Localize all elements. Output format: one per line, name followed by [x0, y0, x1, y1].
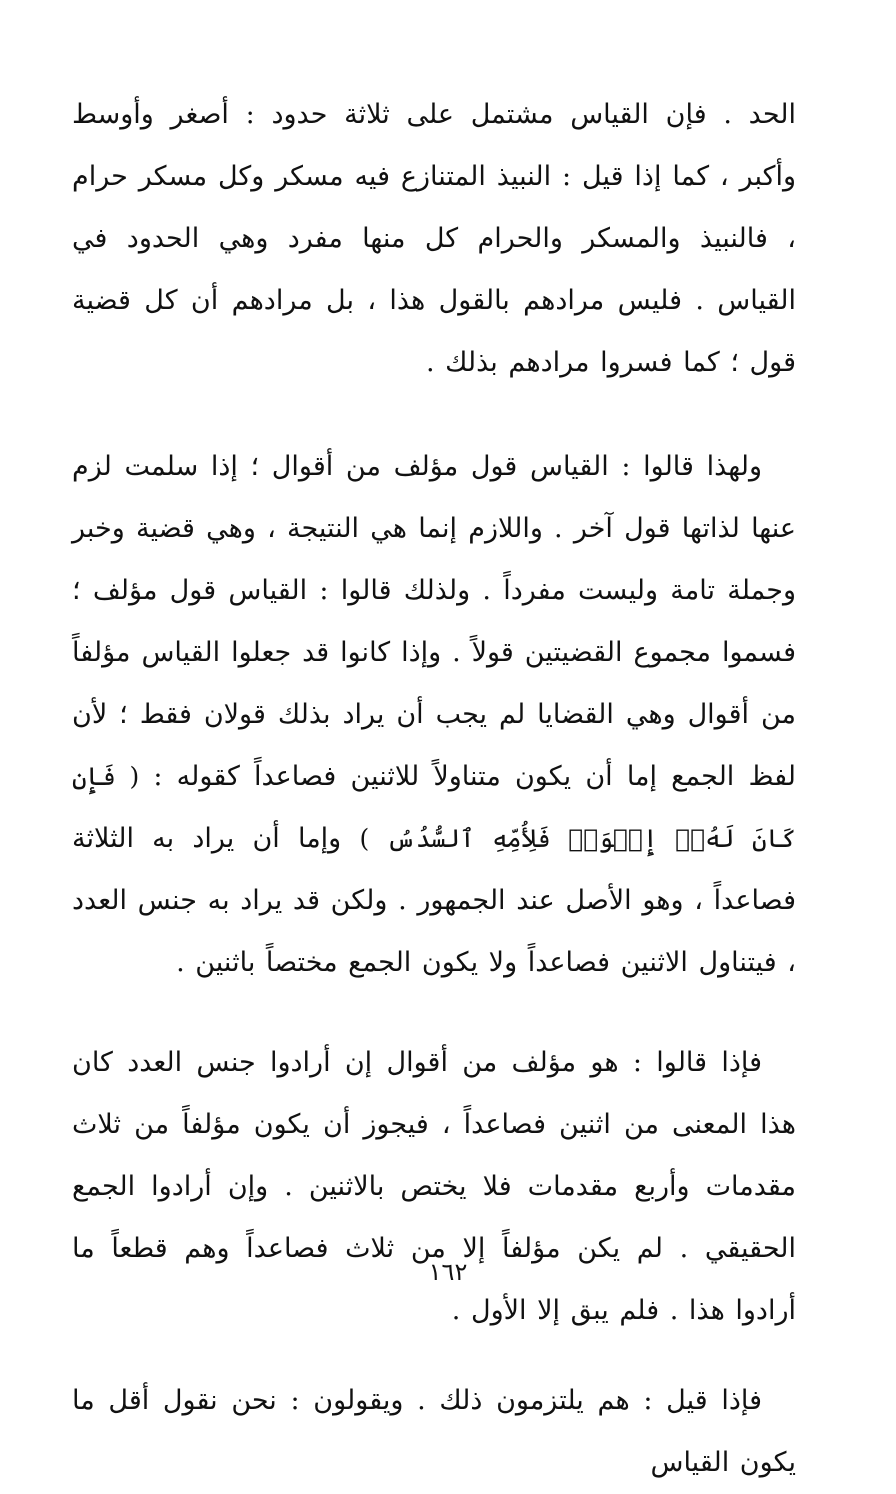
paragraph-4-text: فإذا قيل : هم يلتزمون ذلك . ويقولون : نحن نقول أقل ما يكون القياس — [72, 1385, 796, 1478]
paragraph-3-text: فإذا قالوا : هو مؤلف من أقوال إن أرادوا جنس العدد كان هذا المعنى من اثنين فصاعداً ، فيجوز أن يكون مؤلفاً من ثلاث مقدمات وأربع مقدمات فلا يختص بالاثنين . وإن أرادوا الجمع الحقيقي . لم يكن مؤلفاً إلا من ثلاث فصاعداً وهم قطعاً ما أرادوا هذا . فلم يبق إلا الأول . — [72, 1047, 796, 1326]
paragraph-2-text: ولهذا قالوا : القياس قول مؤلف من أقوال ؛ إذا سلمت لزم عنها لذاتها قول آخر . واللازم إنما هي النتيجة ، وهي قضية وخبر وجملة تامة وليست مفرداً . ولذلك قالوا : القياس قول مؤلف ؛ فسموا مجموع القضيتين قولاً . وإذا كانوا قد جعلوا القياس مؤلفاً من أقوال وهي القضايا لم يجب أن يراد بذلك قولان فقط ؛ لأن لفظ الجمع إما أن يكون متناولاً للاثنين فصاعداً كقوله : — [72, 451, 796, 792]
paragraph-2-continuation: وإما أن يراد به الثلاثة فصاعداً ، وهو الأصل عند الجمهور . ولكن قد يراد به جنس العدد ، فيتناول الاثنين فصاعداً ولا يكون الجمع مختصاً باثنين . — [72, 823, 796, 978]
paragraph-2 — [72, 436, 796, 994]
page-number: ١٦٢ — [428, 1258, 468, 1286]
paragraph-1-text: الحد . فإن القياس مشتمل على ثلاثة حدود : أصغر وأوسط وأكبر ، كما إذا قيل : النبيذ المتنازع فيه مسكر وكل مسكر حرام ، فالنبيذ والمسكر والحرام كل منها مفرد وهي الحدود في القياس . فليس مرادهم بالقول هذا ، بل مرادهم أن كل قضية قول ؛ كما فسروا مرادهم بذلك . — [72, 99, 796, 378]
paragraph-1 — [72, 84, 796, 394]
quran-verse: ( فَإِن كَانَ لَهُۥٓ إِخۡوَةٞ فَلِأُمِّهِ ٱلسُّدُسُ ) — [72, 762, 797, 853]
paragraph-3 — [72, 1032, 796, 1342]
paragraph-4 — [72, 1370, 796, 1494]
